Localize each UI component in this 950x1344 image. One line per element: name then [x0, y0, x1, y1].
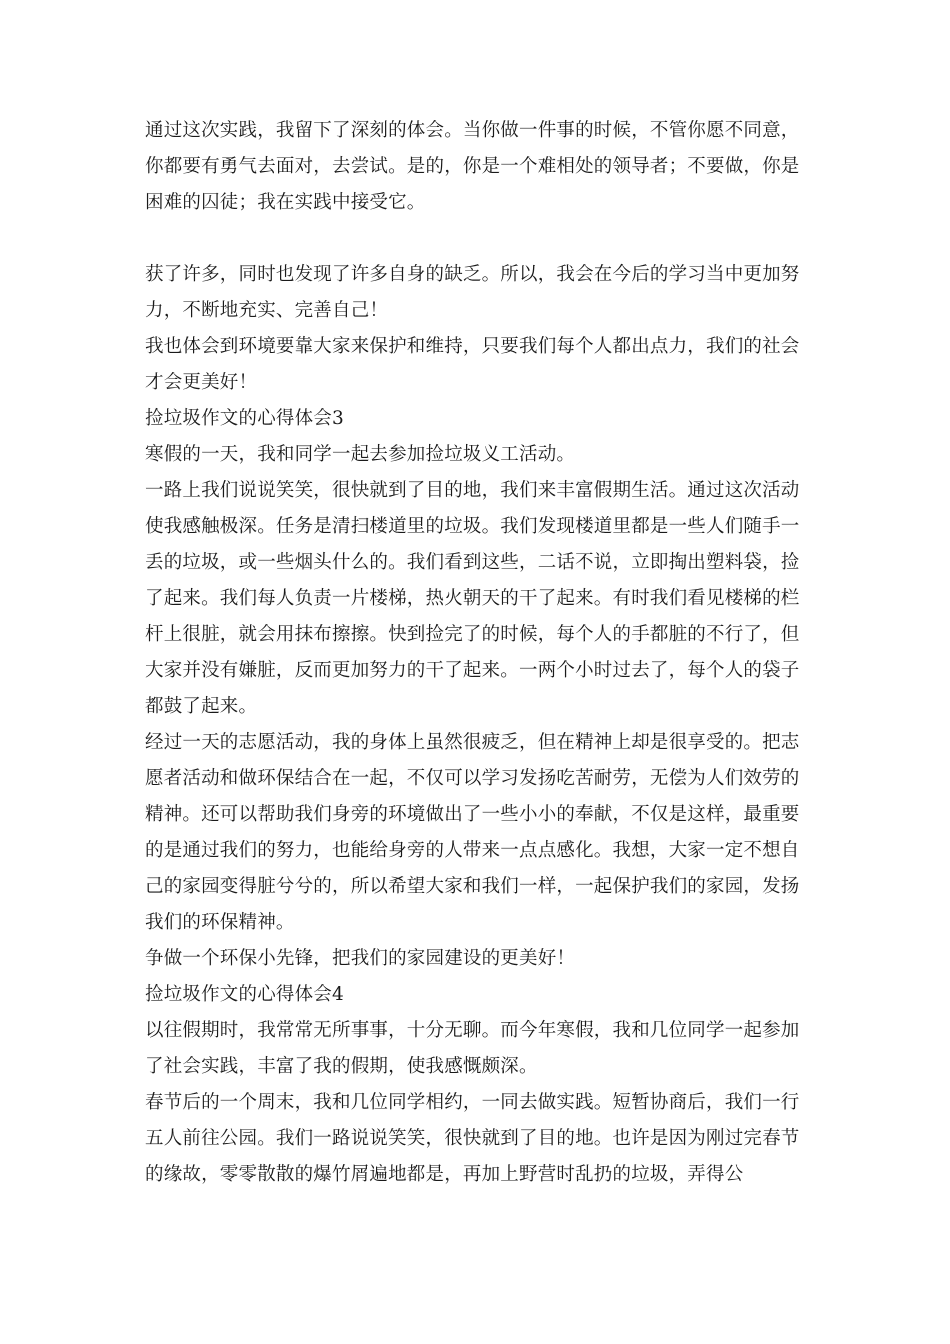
paragraph-pioneer: 争做一个环保小先锋，把我们的家园建设的更美好！: [145, 948, 576, 969]
paragraph-environment: 我也体会到环境要靠大家来保护和维持，只要我们每个人都出点力，我们的社会才会更美好！: [145, 336, 800, 393]
paragraph-cleanup: 一路上我们说说笑笑，很快就到了目的地，我们来丰富假期生活。通过这次活动使我感触极深。任务是清扫楼道里的垃圾。我们发现楼道里都是一些人们随手一丢的垃圾，或一些烟头什么的。我们看到这些，二话不说，立即掏出塑料袋，捡了起来。我们每人负责一片楼梯，热火朝天的干了起来。有时我们看见楼梯的栏杆上很脏，就会用抹布擦擦。快到捡完了的时候，每个人的手都脏的不行了，但大家并没有嫌脏，反而更加努力的干了起来。一两个小时过去了，每个人的袋子都鼓了起来。: [145, 480, 800, 717]
paragraph-spacer: [145, 221, 805, 257]
document-body: [145, 113, 805, 1193]
paragraph-park: 春节后的一个周末，我和几位同学相约，一同去做实践。短暂协商后，我们一行五人前往公园。我们一路说说笑笑，很快就到了目的地。也许是因为刚过完春节的缘故，零零散散的爆竹屑遍地都是，再加上野营时乱扔的垃圾，弄得公: [145, 1092, 800, 1185]
paragraph-experience: 通过这次实践，我留下了深刻的体会。当你做一件事的时候，不管你愿不同意，你都要有勇气去面对，去尝试。是的，你是一个难相处的领导者；不要做，你是困难的囚徒；我在实践中接受它。: [145, 120, 800, 213]
section-heading-4: 捡垃圾作文的心得体会4: [145, 984, 344, 1005]
section-heading-3: 捡垃圾作文的心得体会3: [145, 408, 344, 429]
paragraph-holiday: 以往假期时，我常常无所事事，十分无聊。而今年寒假，我和几位同学一起参加了社会实践，丰富了我的假期，使我感慨颇深。: [145, 1020, 800, 1077]
paragraph-gains: 获了许多，同时也发现了许多自身的缺乏。所以，我会在今后的学习当中更加努力，不断地充实、完善自己！: [145, 264, 800, 321]
paragraph-volunteer: 经过一天的志愿活动，我的身体上虽然很疲乏，但在精神上却是很享受的。把志愿者活动和做环保结合在一起，不仅可以学习发扬吃苦耐劳，无偿为人们效劳的精神。还可以帮助我们身旁的环境做出了一些小小的奉献，不仅是这样，最重要的是通过我们的努力，也能给身旁的人带来一点点感化。我想，大家一定不想自己的家园变得脏兮兮的，所以希望大家和我们一样，一起保护我们的家园，发扬我们的环保精神。: [145, 732, 800, 933]
paragraph-winter-day: 寒假的一天，我和同学一起去参加捡垃圾义工活动。: [145, 444, 576, 465]
